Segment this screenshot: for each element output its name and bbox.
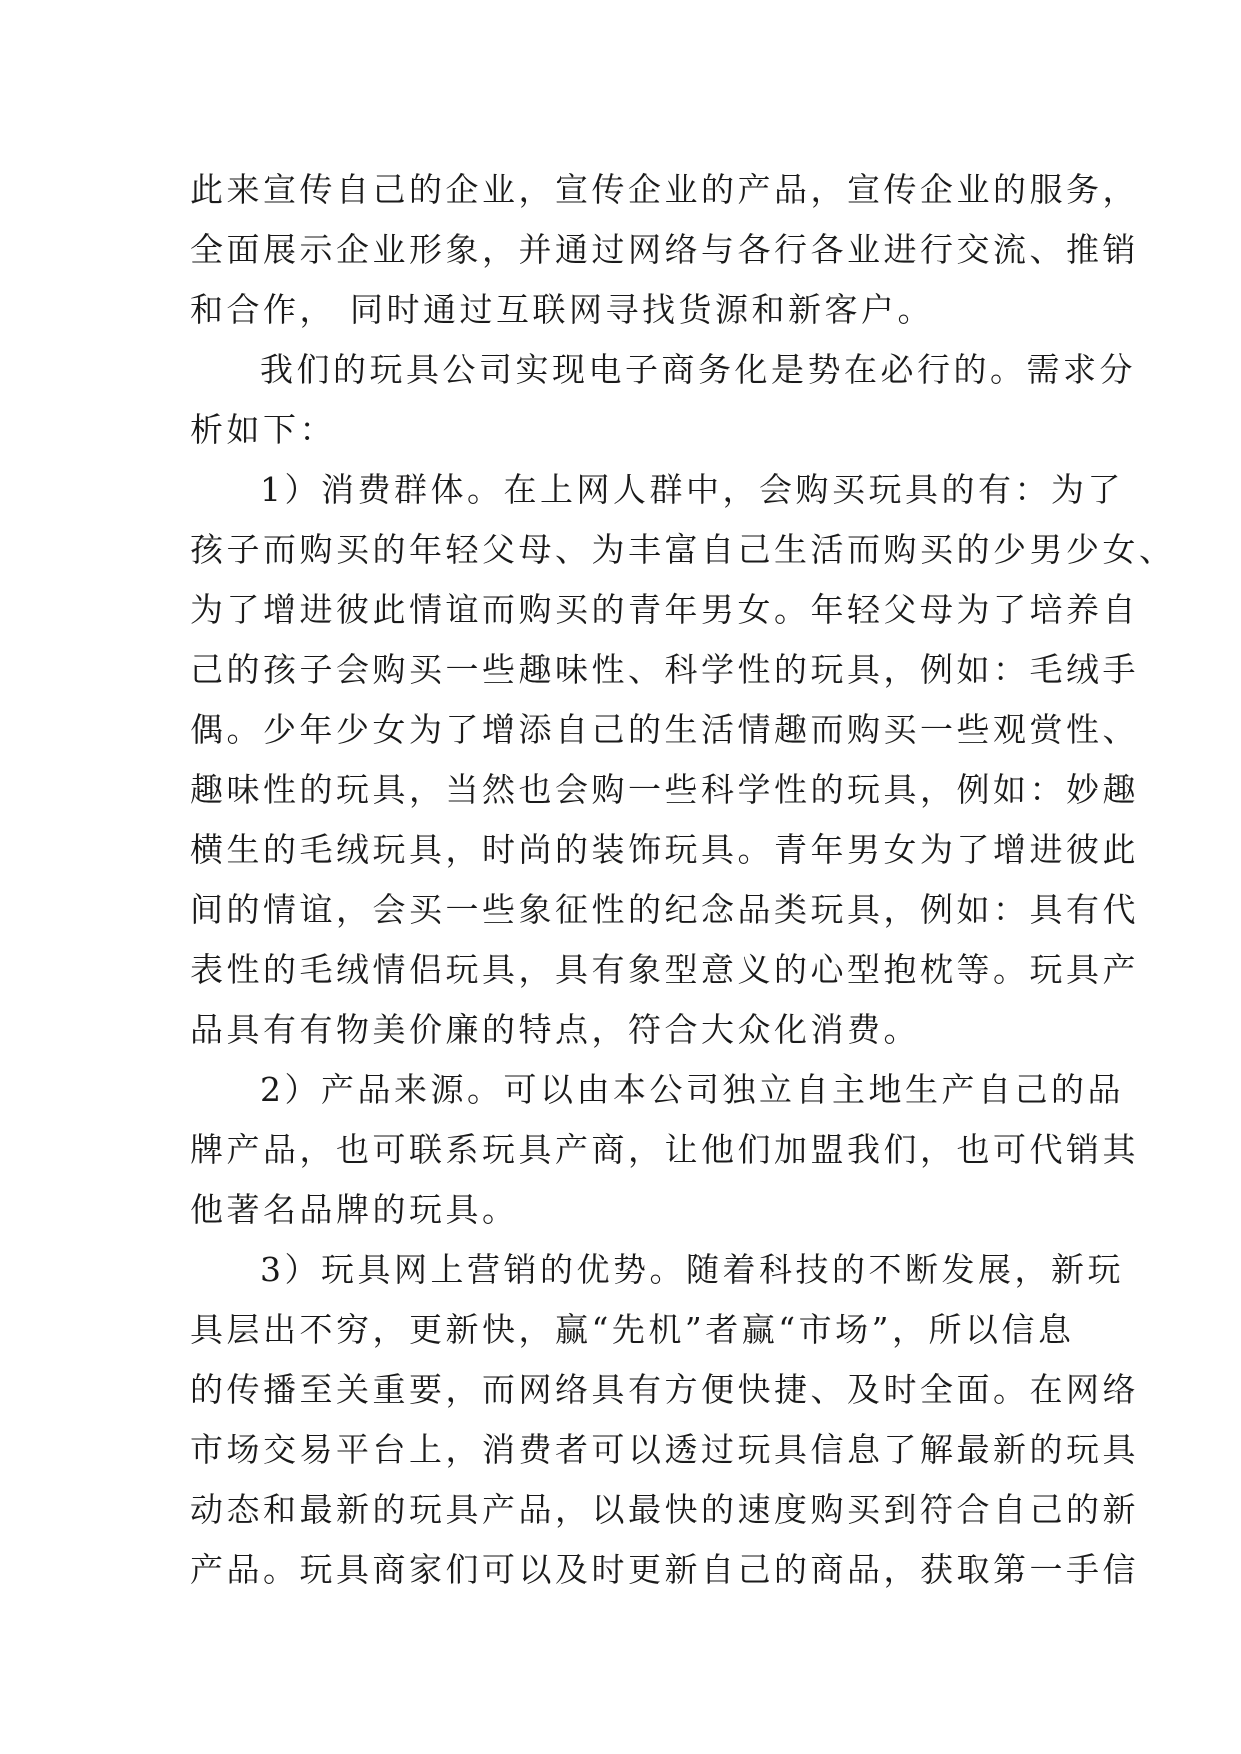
- text-line: 全面展示企业形象，并通过网络与各行各业进行交流、推销: [190, 230, 1139, 269]
- text-line: 表性的毛绒情侣玩具，具有象型意义的心型抱枕等。玩具产: [190, 950, 1139, 989]
- text-line: 析如下：: [190, 410, 336, 449]
- text-line: 市场交易平台上，消费者可以透过玩具信息了解最新的玩具: [190, 1430, 1139, 1469]
- text-line: 他著名品牌的玩具。: [190, 1190, 519, 1229]
- text-line: 此来宣传自己的企业，宣传企业的产品，宣传企业的服务，: [190, 170, 1139, 209]
- text-line: 牌产品，也可联系玩具产商，让他们加盟我们，也可代销其: [190, 1130, 1139, 1169]
- text-line: 的传播至关重要，而网络具有方便快捷、及时全面。在网络: [190, 1370, 1139, 1409]
- text-line: 为了增进彼此情谊而购买的青年男女。年轻父母为了培养自: [190, 590, 1139, 629]
- text-line: 横生的毛绒玩具，时尚的装饰玩具。青年男女为了增进彼此: [190, 830, 1139, 869]
- text-line: 间的情谊，会买一些象征性的纪念品类玩具，例如：具有代: [190, 890, 1139, 929]
- text-line: 孩子而购买的年轻父母、为丰富自己生活而购买的少男少女、: [190, 530, 1176, 569]
- text-line: 趣味性的玩具，当然也会购一些科学性的玩具，例如：妙趣: [190, 770, 1139, 809]
- text-line: 2）产品来源。可以由本公司独立自主地生产自己的品: [260, 1070, 1124, 1109]
- text-line: 1）消费群体。在上网人群中，会购买玩具的有：为了: [260, 470, 1124, 509]
- body-text: [190, 160, 1176, 1600]
- text-line: 偶。少年少女为了增添自己的生活情趣而购买一些观赏性、: [190, 710, 1139, 749]
- text-line: 具层出不穷，更新快，赢“先机”者赢“市场”，所以信息: [190, 1310, 1075, 1349]
- text-line: 动态和最新的玩具产品，以最快的速度购买到符合自己的新: [190, 1490, 1139, 1529]
- text-line: 品具有有物美价廉的特点，符合大众化消费。: [190, 1010, 920, 1049]
- text-line: 和合作， 同时通过互联网寻找货源和新客户。: [190, 290, 934, 329]
- text-line: 产品。玩具商家们可以及时更新自己的商品，获取第一手信: [190, 1550, 1139, 1589]
- text-line: 3）玩具网上营销的优势。随着科技的不断发展，新玩: [260, 1250, 1124, 1289]
- text-line: 己的孩子会购买一些趣味性、科学性的玩具，例如：毛绒手: [190, 650, 1139, 689]
- text-line: 我们的玩具公司实现电子商务化是势在必行的。需求分: [260, 350, 1136, 389]
